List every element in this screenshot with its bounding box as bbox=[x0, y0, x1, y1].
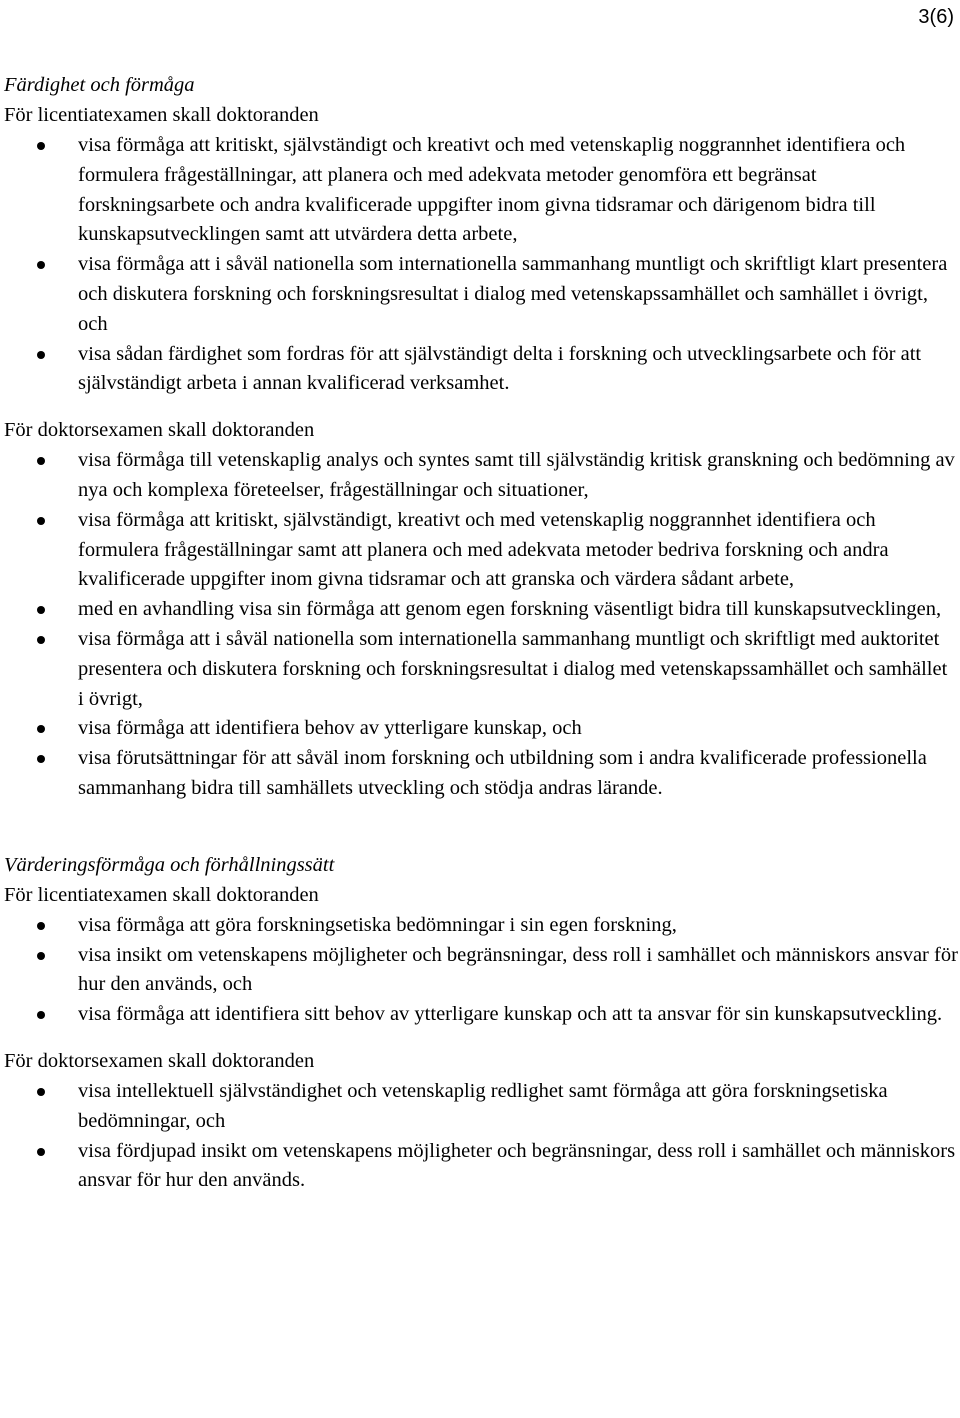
list-item-text: visa förmåga till vetenskaplig analys och syntes samt till självständig kritisk granskning och bedömning av nya och komplexa företeelser, frågeställningar och situationer, bbox=[78, 449, 955, 501]
list-item bbox=[4, 250, 958, 339]
list-item bbox=[4, 941, 958, 1001]
group-intro: För licentiatexamen skall doktoranden bbox=[4, 883, 319, 906]
list-item-text: visa förmåga att göra forskningsetiska bedömningar i sin egen forskning, bbox=[78, 913, 677, 936]
spacer bbox=[4, 804, 958, 851]
group-intro: För doktorsexamen skall doktoranden bbox=[4, 419, 315, 442]
list-item-text: visa förmåga att i såväl nationella som internationella sammanhang muntligt och skriftligt klart presentera och diskutera forskning och forskningsresultat i dialog med vetenskapssamhället och samhället i övrigt, och bbox=[78, 253, 948, 335]
spacer bbox=[4, 399, 958, 416]
spacer bbox=[4, 1030, 958, 1047]
list-item-text: visa insikt om vetenskapens möjligheter och begränsningar, dess roll i samhället och människors ansvar för hur den används, och bbox=[78, 943, 958, 996]
bullet-icon bbox=[37, 351, 45, 359]
bullet-list bbox=[4, 446, 958, 804]
list-item-text: med en avhandling visa sin förmåga att genom egen forskning väsentligt bidra till kunskapsutvecklingen, bbox=[78, 598, 942, 621]
list-item bbox=[4, 595, 958, 625]
bullet-icon bbox=[37, 606, 45, 614]
bullet-icon bbox=[37, 1148, 45, 1156]
list-item-text: visa intellektuell självständighet och vetenskaplig redlighet samt förmåga att göra forskningsetiska bedömningar, och bbox=[78, 1079, 888, 1132]
list-item-text: visa förmåga att kritiskt, självständigt och kreativt och med vetenskaplig noggrannhet identifiera och formulera frågeställningar, att planera och med adekvata metoder genomföra ett begränsat forskningsarbete och andra kvalificerade uppgifter inom givna tidsramar och därigenom bidra till kunskapsutvecklingen samt att utvärdera detta arbete, bbox=[78, 134, 906, 246]
list-item bbox=[4, 1000, 958, 1030]
section-heading: Värderingsförmåga och förhållningssätt bbox=[4, 853, 335, 876]
list-item bbox=[4, 446, 958, 506]
document-body bbox=[4, 71, 958, 1196]
list-item bbox=[4, 714, 958, 744]
list-item-text: visa förmåga att i såväl nationella som internationella sammanhang muntligt och skriftligt med auktoritet presentera och diskutera forskning och forskningsresultat i dialog med vetenskapssamhället och samhället i övrigt, bbox=[78, 627, 948, 710]
list-item-text: visa förmåga att identifiera sitt behov av ytterligare kunskap och att ta ansvar för sin kunskapsutveckling. bbox=[78, 1003, 943, 1026]
bullet-icon bbox=[37, 517, 45, 525]
bullet-list bbox=[4, 911, 958, 1030]
list-item-text: visa förmåga att kritiskt, självständigt, kreativt och med vetenskaplig noggrannhet identifiera och formulera frågeställningar samt att planera och med adekvata metoder bedriva forskning och andra kvalificerade uppgifter inom givna tidsramar och att granska och värdera sådant arbete, bbox=[78, 508, 889, 591]
list-item-text: visa förutsättningar för att såväl inom forskning och utbildning som i andra kvalificerade professionella sammanhang bidra till samhällets utveckling och stödja andras lärande. bbox=[78, 747, 927, 799]
bullet-icon bbox=[37, 457, 45, 465]
list-item bbox=[4, 625, 958, 714]
bullet-icon bbox=[37, 1011, 45, 1019]
list-item bbox=[4, 1137, 958, 1197]
bullet-icon bbox=[37, 261, 45, 269]
list-item bbox=[4, 1077, 958, 1137]
section-heading: Färdighet och förmåga bbox=[4, 74, 195, 96]
list-item bbox=[4, 131, 958, 250]
list-item bbox=[4, 911, 958, 941]
list-item-text: visa sådan färdighet som fordras för att självständigt delta i forskning och utvecklingsarbete och för att självständigt arbeta i annan kvalificerad verksamhet. bbox=[78, 342, 922, 395]
bullet-list bbox=[4, 1077, 958, 1196]
bullet-icon bbox=[37, 1088, 45, 1096]
list-item-text: visa fördjupad insikt om vetenskapens möjligheter och begränsningar, dess roll i samhället och människors ansvar för hur den används. bbox=[78, 1139, 956, 1192]
group-intro: För doktorsexamen skall doktoranden bbox=[4, 1049, 315, 1072]
page-number: 3(6) bbox=[918, 6, 954, 28]
bullet-icon bbox=[37, 922, 45, 930]
bullet-icon bbox=[37, 636, 45, 644]
bullet-icon bbox=[37, 725, 45, 733]
bullet-icon bbox=[37, 142, 45, 150]
list-item bbox=[4, 744, 958, 804]
list-item bbox=[4, 506, 958, 595]
list-item bbox=[4, 340, 958, 400]
bullet-icon bbox=[37, 952, 45, 960]
list-item-text: visa förmåga att identifiera behov av ytterligare kunskap, och bbox=[78, 717, 582, 740]
bullet-list bbox=[4, 131, 958, 399]
bullet-icon bbox=[37, 755, 45, 763]
group-intro: För licentiatexamen skall doktoranden bbox=[4, 104, 319, 126]
